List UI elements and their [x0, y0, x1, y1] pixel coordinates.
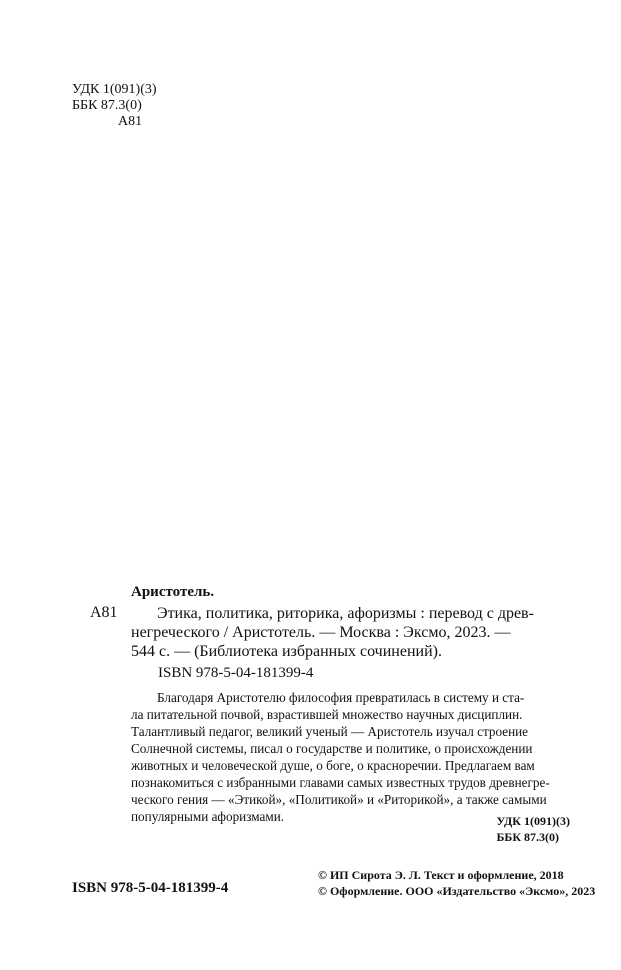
- annotation-line: Солнечной системы, писал о государстве и политике, о происхождении: [131, 741, 533, 756]
- annotation-line: Благодаря Аристотелю философия превратилась в систему и ста-: [157, 690, 525, 705]
- entry-author-mark: А81: [90, 604, 118, 621]
- footer-bbk: ББК 87.3(0): [496, 830, 560, 844]
- annotation-line: ческого гения — «Этикой», «Политикой» и «Риторикой», а также самыми: [131, 792, 547, 807]
- description-line: 544 с. — (Библиотека избранных сочинений).: [131, 643, 442, 660]
- annotation: [131, 689, 577, 825]
- description-line: негреческого / Аристотель. — Москва : Эксмо, 2023. —: [131, 624, 511, 641]
- copyright-line: © ИП Сирота Э. Л. Текст и оформление, 2018: [318, 868, 564, 882]
- annotation-line: ла питательной почвой, взрастившей множество научных дисциплин.: [131, 707, 523, 722]
- footer-udk: УДК 1(091)(3): [496, 814, 570, 828]
- annotation-line: Талантливый педагог, великий ученый — Аристотель изучал строение: [131, 724, 529, 739]
- annotation-line: познакомиться с избранными главами самых известных трудов древнегре-: [131, 775, 550, 790]
- annotation-line: животных и человеческой душе, о боге, о красноречии. Предлагаем вам: [131, 758, 535, 773]
- bbk-code: ББК 87.3(0): [72, 98, 142, 113]
- description-line: Этика, политика, риторика, афоризмы : перевод с древ-: [157, 605, 534, 622]
- annotation-line: популярными афоризмами.: [131, 809, 285, 824]
- entry-author: Аристотель.: [131, 584, 215, 600]
- udk-code: УДК 1(091)(3): [72, 82, 157, 97]
- bibliographic-description: [131, 604, 577, 661]
- header-classification: [72, 82, 157, 130]
- entry-isbn: ISBN 978-5-04-181399-4: [158, 665, 314, 681]
- copyright-notice: [318, 867, 595, 899]
- copyright-line: © Оформление. ООО «Издательство «Эксмо», 2023: [318, 884, 596, 898]
- bottom-isbn: ISBN 978-5-04-181399-4: [72, 880, 229, 896]
- footer-classification: [496, 813, 570, 845]
- author-mark: А81: [118, 114, 143, 129]
